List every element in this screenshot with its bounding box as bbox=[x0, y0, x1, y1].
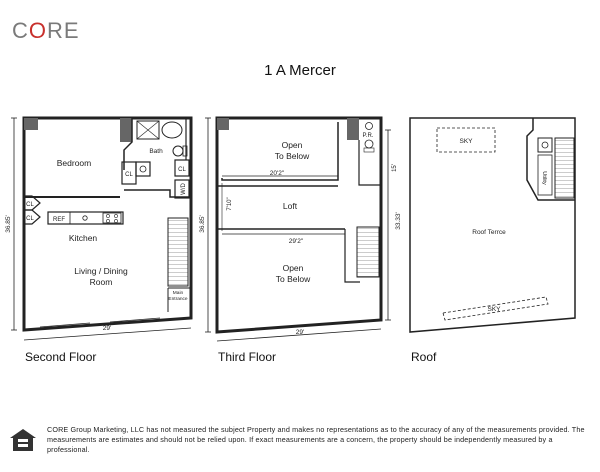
dim-right-upper: 15' bbox=[392, 164, 398, 172]
room-living-dining: Living / Dining bbox=[74, 266, 128, 276]
dim-left-height: 36.85' bbox=[199, 215, 206, 233]
room-powder-room: P.R. bbox=[362, 133, 374, 139]
skylight-label-2: SKY bbox=[487, 306, 501, 313]
room-open-to-below-2: To Below bbox=[274, 151, 310, 161]
washer-dryer-label: W/D bbox=[181, 183, 187, 195]
second-floor-label: Second Floor bbox=[25, 350, 97, 364]
room-open-to-below-lower: Open bbox=[282, 263, 304, 273]
roof-labels bbox=[459, 138, 547, 313]
roof-label: Roof bbox=[411, 350, 437, 364]
fridge-label: REF bbox=[53, 217, 65, 223]
closet-label: CL bbox=[178, 167, 186, 173]
room-open-to-below-lower-2: To Below bbox=[275, 274, 311, 284]
dim-loft-height: 7'10" bbox=[227, 197, 233, 211]
dim-height: 36.85' bbox=[5, 215, 12, 233]
closet-label: CL bbox=[26, 216, 34, 222]
skylight-label: SKY bbox=[459, 138, 473, 145]
main-entrance-label: Main bbox=[172, 291, 184, 296]
third-floor-label: Third Floor bbox=[218, 350, 277, 364]
dim-top-span: 20'2" bbox=[269, 170, 285, 177]
room-kitchen: Kitchen bbox=[68, 233, 98, 243]
room-utility: Utility bbox=[541, 171, 547, 185]
main-entrance-label-2: Entrance bbox=[168, 297, 188, 302]
closet-label: CL bbox=[26, 202, 34, 208]
second-floor-labels bbox=[5, 148, 188, 332]
second-floor-plan bbox=[11, 118, 191, 340]
room-roof-terrace: Roof Terrce bbox=[472, 229, 506, 236]
roof-plan bbox=[410, 118, 575, 332]
room-open-to-below: Open bbox=[281, 140, 303, 150]
room-loft: Loft bbox=[282, 201, 298, 211]
room-bath: Bath bbox=[149, 148, 163, 155]
dim-mid-span: 29'2" bbox=[288, 238, 304, 245]
dim-width: 29' bbox=[102, 325, 112, 332]
closet-label: CL bbox=[125, 172, 133, 178]
dim-third-width: 29' bbox=[295, 329, 305, 336]
room-bedroom: Bedroom bbox=[56, 158, 92, 168]
equal-housing-icon bbox=[9, 428, 37, 452]
core-logo: CORE bbox=[12, 18, 80, 43]
disclaimer-text: CORE Group Marketing, LLC has not measured the subject Property and makes no representations as to the accuracy of any of the measurements provided. The measurements are estimates and should not be relied upon. If exact measurements are a concern, the property should be independently measured by a professional. bbox=[47, 425, 585, 454]
dim-right-height: 33.33' bbox=[395, 212, 402, 230]
room-living-dining-2: Room bbox=[89, 277, 113, 287]
listing-title: 1 A Mercer bbox=[264, 62, 336, 79]
